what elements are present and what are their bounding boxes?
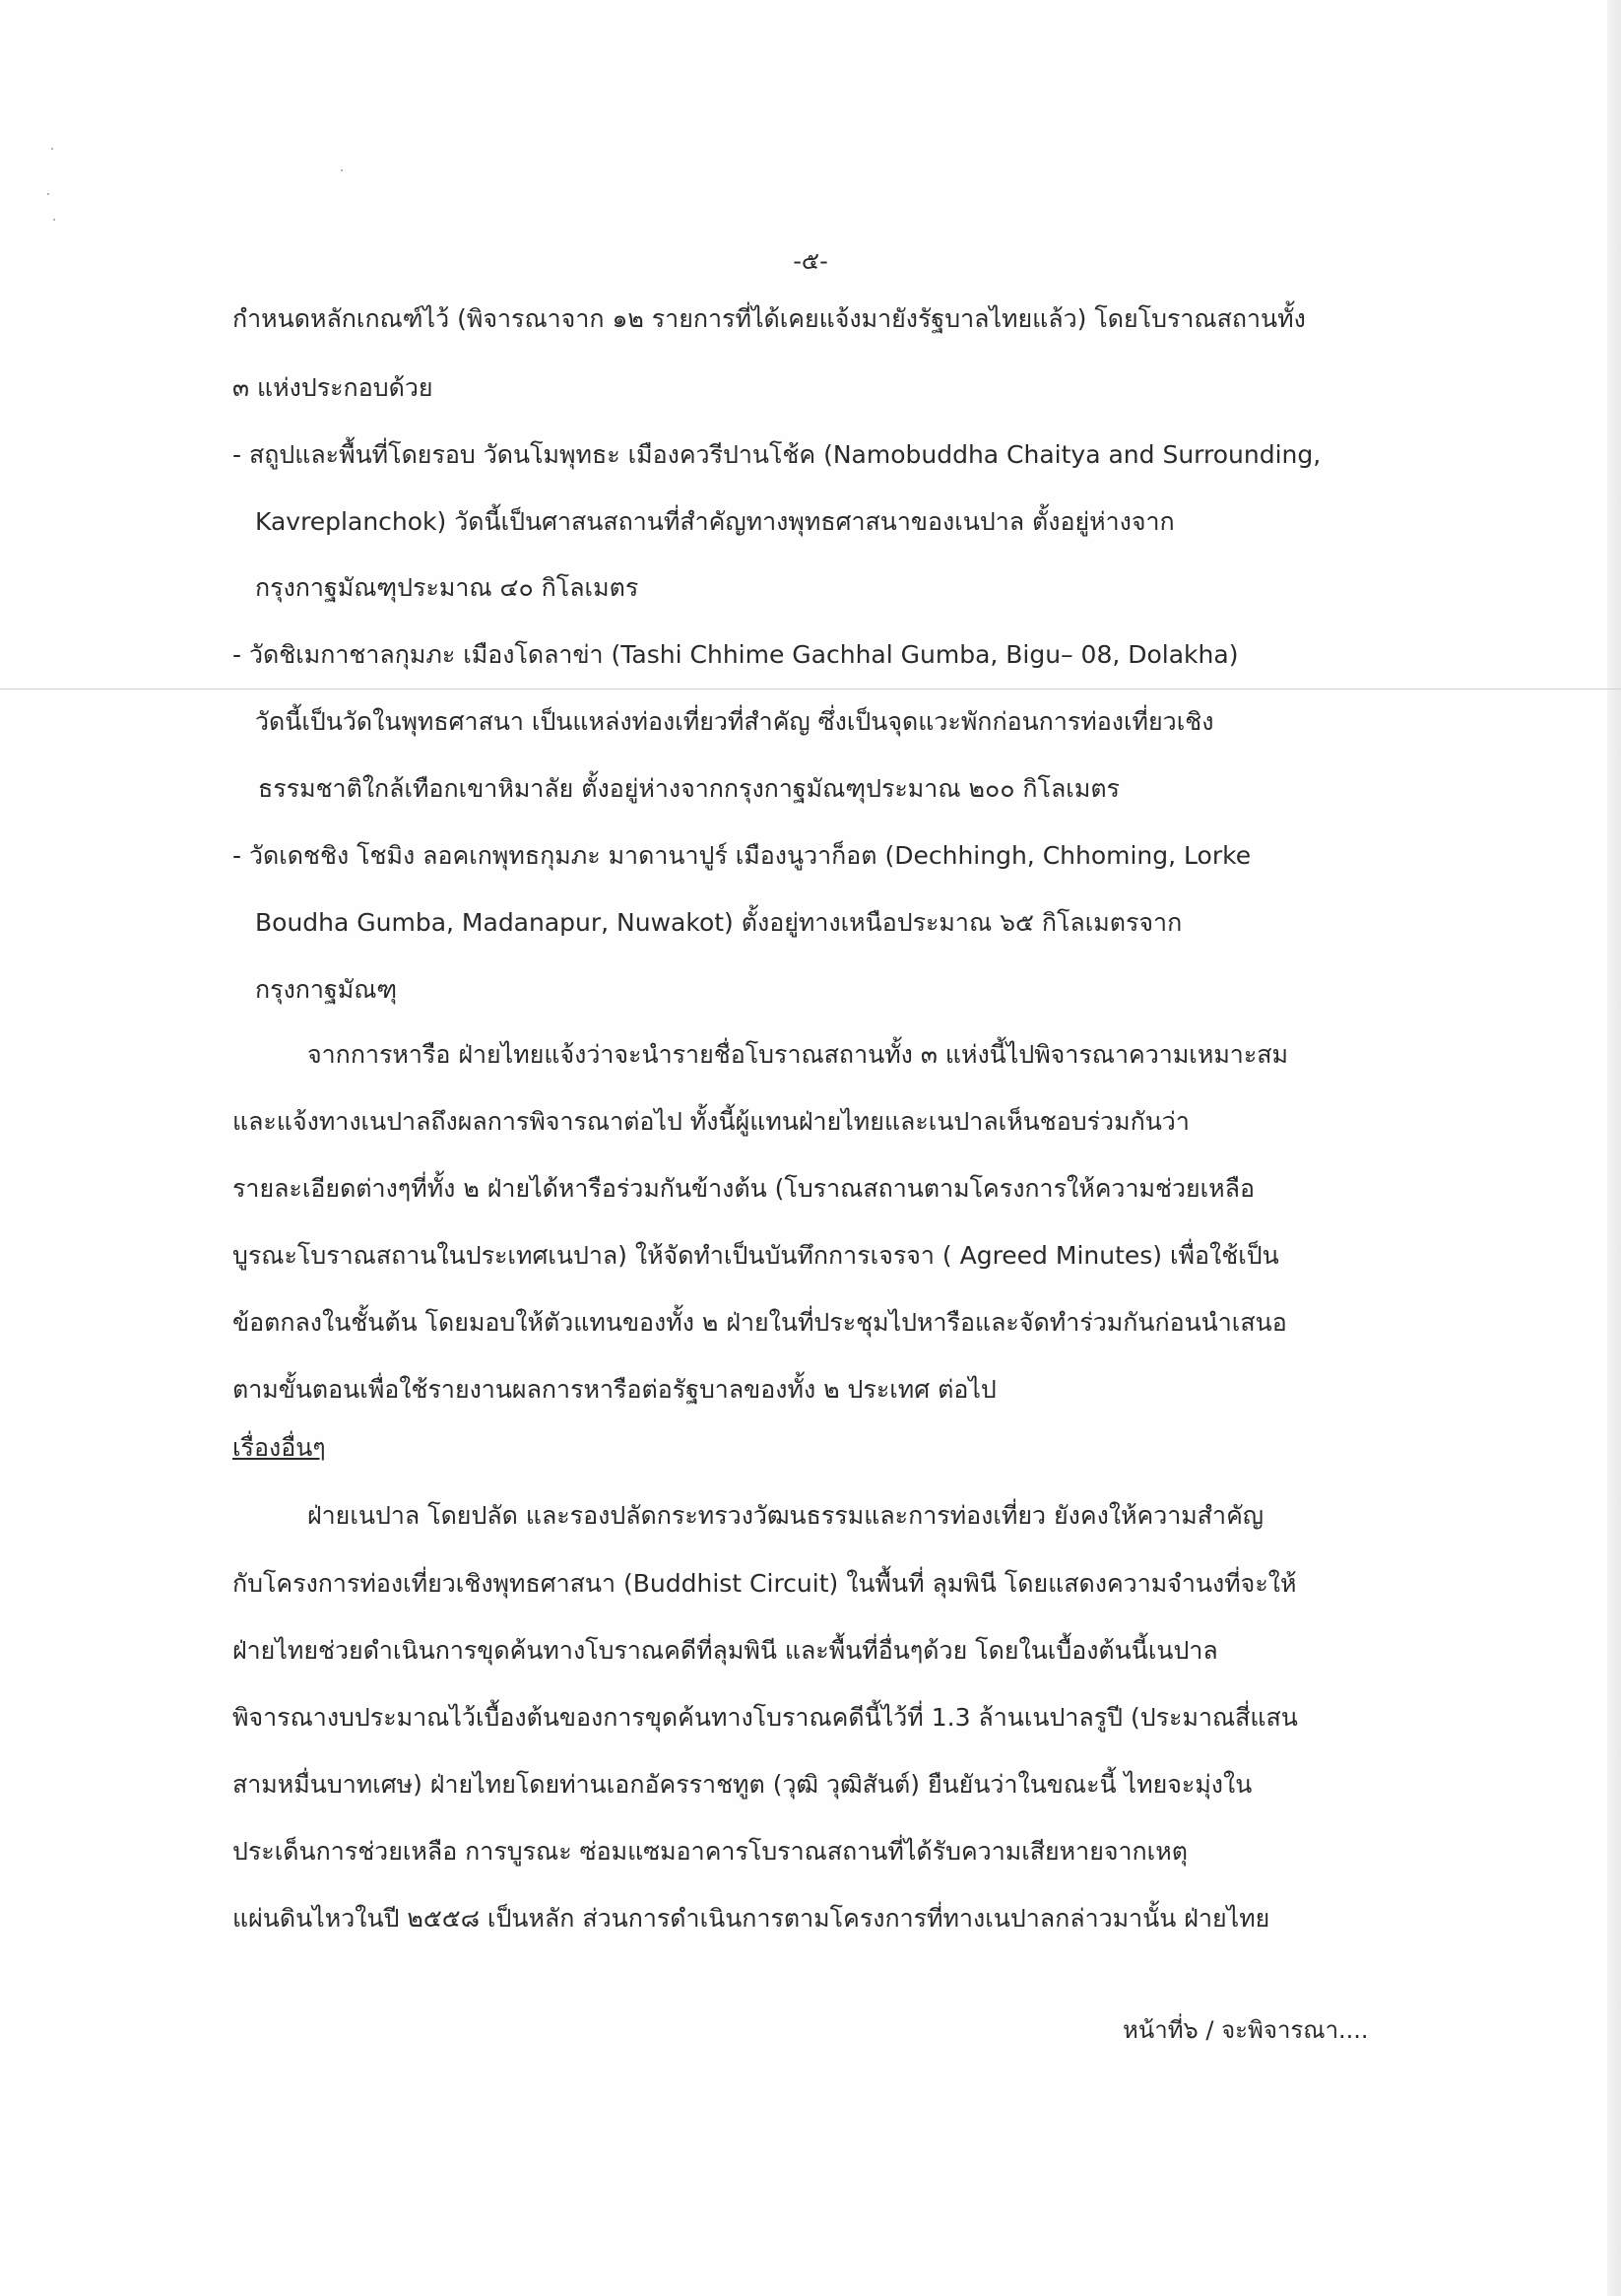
paragraph-line: และแจ้งทางเนปาลถึงผลการพิจารณาต่อไป ทั้งนี้ผู้แทนฝ่ายไทยและเนปาลเห็นชอบร่วมกันว่า	[232, 1107, 1190, 1136]
paragraph-line: กับโครงการท่องเที่ยวเชิงพุทธศาสนา (Buddhist Circuit) ในพื้นที่ ลุมพินี โดยแสดงความจำนงที่จะให้	[232, 1569, 1297, 1598]
list-item-line: ธรรมชาติใกล้เทือกเขาหิมาลัย ตั้งอยู่ห่างจากกรุงกาฐมัณฑุประมาณ ๒๐๐ กิโลเมตร	[258, 774, 1120, 803]
list-item-line: Boudha Gumba, Madanapur, Nuwakot) ตั้งอยู่ทางเหนือประมาณ ๖๕ กิโลเมตรจาก	[255, 908, 1183, 937]
paragraph-line: จากการหารือ ฝ่ายไทยแจ้งว่าจะนำรายชื่อโบราณสถานทั้ง ๓ แห่งนี้ไปพิจารณาความเหมาะสม	[307, 1040, 1289, 1069]
section-heading: เรื่องอื่นๆ	[232, 1433, 326, 1462]
scan-speck	[341, 169, 343, 171]
paragraph-line: ข้อตกลงในชั้นต้น โดยมอบให้ตัวแทนของทั้ง ๒ ฝ่ายในที่ประชุมไปหารือและจัดทำร่วมกันก่อนนำเสนอ	[232, 1308, 1287, 1337]
paragraph-line: แผ่นดินไหวในปี ๒๕๕๘ เป็นหลัก ส่วนการดำเนินการตามโครงการที่ทางเนปาลกล่าวมานั้น ฝ่ายไทย	[232, 1904, 1270, 1933]
body-line: ๓ แห่งประกอบด้วย	[232, 373, 433, 402]
scan-speck	[47, 193, 49, 195]
page-number: -๕-	[793, 247, 828, 275]
list-item-line: Kavreplanchok) วัดนี้เป็นศาสนสถานที่สำคัญทางพุทธศาสนาของเนปาล ตั้งอยู่ห่างจาก	[255, 507, 1175, 536]
paragraph-line: รายละเอียดต่างๆที่ทั้ง ๒ ฝ่ายได้หารือร่วมกันข้างต้น (โบราณสถานตามโครงการให้ความช่วยเหลือ	[232, 1174, 1255, 1203]
list-item-line: - สถูปและพื้นที่โดยรอบ วัดนโมพุทธะ เมืองควรีปานโช้ค (Namobuddha Chaitya and Surrounding,	[232, 440, 1322, 469]
list-item-line: วัดนี้เป็นวัดในพุทธศาสนา เป็นแหล่งท่องเที่ยวที่สำคัญ ซึ่งเป็นจุดแวะพักก่อนการท่องเที่ยวเชิง	[255, 707, 1214, 736]
list-item-line: - วัดเดชชิง โชมิง ลอคเกพุทธกุมภะ มาดานาปูร์ เมืองนูวาก็อต (Dechhingh, Chhoming, Lorke	[232, 841, 1252, 870]
scan-speck	[51, 148, 53, 150]
paragraph-line: ฝ่ายเนปาล โดยปลัด และรองปลัดกระทรวงวัฒนธรรมและการท่องเที่ยว ยังคงให้ความสำคัญ	[307, 1501, 1264, 1530]
paragraph-line: พิจารณางบประมาณไว้เบื้องต้นของการขุดค้นทางโบราณคดีนี้ไว้ที่ 1.3 ล้านเนปาลรูปี (ประมาณสี่แสน	[232, 1703, 1298, 1732]
body-line: กำหนดหลักเกณฑ์ไว้ (พิจารณาจาก ๑๒ รายการที่ได้เคยแจ้งมายังรัฐบาลไทยแล้ว) โดยโบราณสถานทั้ง	[232, 304, 1306, 333]
paragraph-line: ประเด็นการช่วยเหลือ การบูรณะ ซ่อมแซมอาคารโบราณสถานที่ได้รับความเสียหายจากเหตุ	[232, 1837, 1188, 1866]
list-item-line: - วัดชิเมกาชาลกุมภะ เมืองโดลาข่า (Tashi Chhime Gachhal Gumba, Bigu– 08, Dolakha)	[232, 640, 1239, 669]
list-item-line: กรุงกาฐมัณฑุ	[255, 975, 398, 1004]
paragraph-line: ฝ่ายไทยช่วยดำเนินการขุดค้นทางโบราณคดีที่ลุมพินี และพื้นที่อื่นๆด้วย โดยในเบื้องต้นนี้เนปาล	[232, 1636, 1218, 1665]
list-item-line: กรุงกาฐมัณฑุประมาณ ๔๐ กิโลเมตร	[255, 573, 639, 602]
continuation-note: หน้าที่๖ / จะพิจารณา....	[1123, 2016, 1369, 2044]
paragraph-line: สามหมื่นบาทเศษ) ฝ่ายไทยโดยท่านเอกอัครราชทูต (วุฒิ วุฒิสันต์) ยืนยันว่าในขณะนี้ ไทยจะมุ่งใน	[232, 1770, 1253, 1799]
scan-edge	[1607, 0, 1621, 2296]
paragraph-line: บูรณะโบราณสถานในประเทศเนปาล) ให้จัดทำเป็นบันทึกการเจรจา ( Agreed Minutes) เพื่อใช้เป็น	[232, 1241, 1279, 1270]
scan-speck	[53, 219, 55, 221]
paragraph-line: ตามขั้นตอนเพื่อใช้รายงานผลการหารือต่อรัฐบาลของทั้ง ๒ ประเทศ ต่อไป	[232, 1375, 997, 1404]
